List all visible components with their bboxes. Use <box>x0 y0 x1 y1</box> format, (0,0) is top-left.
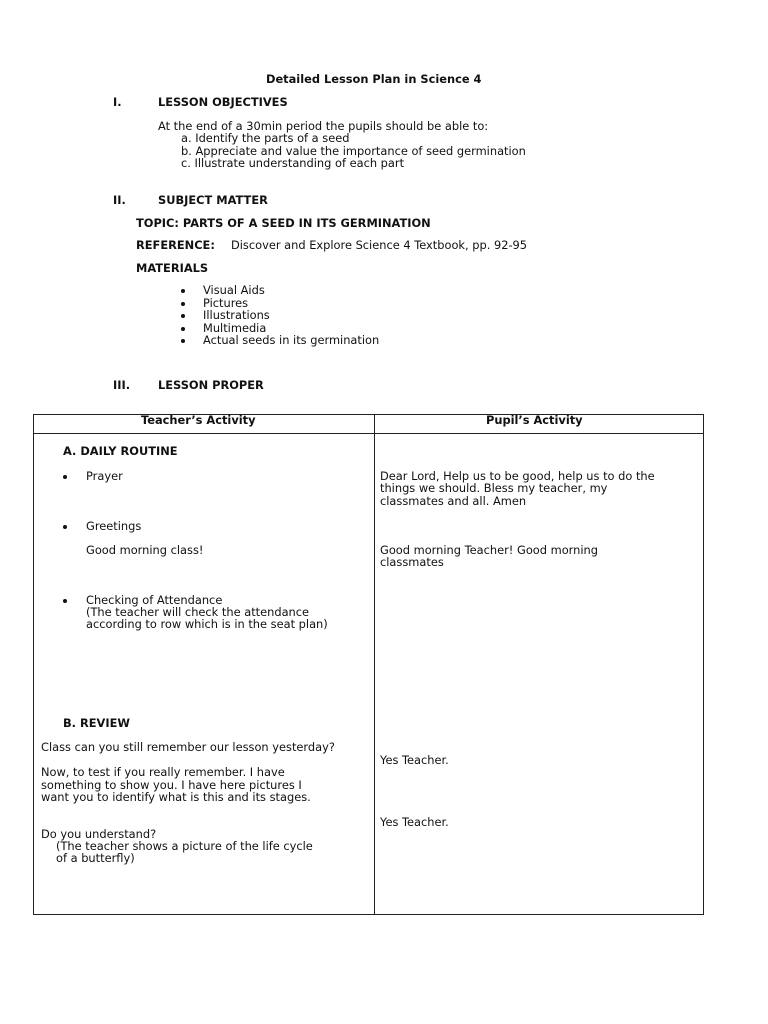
table-header-pupil: Pupil’s Activity <box>486 413 583 427</box>
daily-routine-heading: A. DAILY ROUTINE <box>63 444 178 458</box>
objective-item: c. Illustrate understanding of each part <box>181 156 405 170</box>
table-column-divider <box>374 414 375 915</box>
understand-reply: Yes Teacher. <box>380 815 449 829</box>
prayer-reply: things we should. Bless my teacher, my <box>380 481 608 495</box>
document-title: Detailed Lesson Plan in Science 4 <box>266 72 482 86</box>
bullet-icon <box>181 339 185 343</box>
bullet-icon <box>63 525 67 529</box>
section-heading-objectives: LESSON OBJECTIVES <box>158 95 288 109</box>
test-text: Now, to test if you really remember. I have <box>41 765 285 779</box>
material-item: Pictures <box>203 296 249 310</box>
material-item: Illustrations <box>203 308 270 322</box>
test-text: want you to identify what is this and its stages. <box>41 790 311 804</box>
greetings-item: Greetings <box>86 519 142 533</box>
bullet-icon <box>63 475 67 479</box>
section-number-lesson: III. <box>113 378 131 392</box>
review-question: Class can you still remember our lesson yesterday? <box>41 740 335 754</box>
reference-value: Discover and Explore Science 4 Textbook, pp. 92-95 <box>231 238 528 252</box>
attendance-note: according to row which is in the seat plan) <box>86 617 328 631</box>
bullet-icon <box>181 289 185 293</box>
objective-item: a. Identify the parts of a seed <box>181 131 350 145</box>
review-reply: Yes Teacher. <box>380 753 449 767</box>
section-number-objectives: I. <box>113 95 122 109</box>
topic-line: TOPIC: PARTS OF A SEED IN ITS GERMINATION <box>136 216 431 230</box>
butterfly-note: of a butterfly) <box>56 851 135 865</box>
bullet-icon <box>181 327 185 331</box>
review-heading: B. REVIEW <box>63 716 130 730</box>
table-header-teacher: Teacher’s Activity <box>141 413 256 427</box>
table-header-divider <box>33 433 704 434</box>
prayer-item: Prayer <box>86 469 123 483</box>
objectives-intro: At the end of a 30min period the pupils should be able to: <box>158 119 489 133</box>
material-item: Visual Aids <box>203 283 265 297</box>
material-item: Actual seeds in its germination <box>203 333 380 347</box>
bullet-icon <box>63 599 67 603</box>
section-heading-lesson: LESSON PROPER <box>158 378 264 392</box>
understand-question: Do you understand? <box>41 827 157 841</box>
test-text: something to show you. I have here pictures I <box>41 778 302 792</box>
section-heading-subject: SUBJECT MATTER <box>158 193 268 207</box>
bullet-icon <box>181 302 185 306</box>
prayer-reply: classmates and all. Amen <box>380 494 527 508</box>
butterfly-note: (The teacher shows a picture of the life cycle <box>56 839 313 853</box>
prayer-reply: Dear Lord, Help us to be good, help us to do the <box>380 469 655 483</box>
reference-label: REFERENCE: <box>136 238 215 252</box>
material-item: Multimedia <box>203 321 267 335</box>
attendance-note: (The teacher will check the attendance <box>86 605 310 619</box>
materials-label: MATERIALS <box>136 261 209 275</box>
good-morning-line: Good morning class! <box>86 543 204 557</box>
attendance-item: Checking of Attendance <box>86 593 223 607</box>
objective-item: b. Appreciate and value the importance of seed germination <box>181 144 526 158</box>
bullet-icon <box>181 314 185 318</box>
good-morning-reply: Good morning Teacher! Good morning <box>380 543 598 557</box>
section-number-subject: II. <box>113 193 126 207</box>
good-morning-reply: classmates <box>380 555 444 569</box>
